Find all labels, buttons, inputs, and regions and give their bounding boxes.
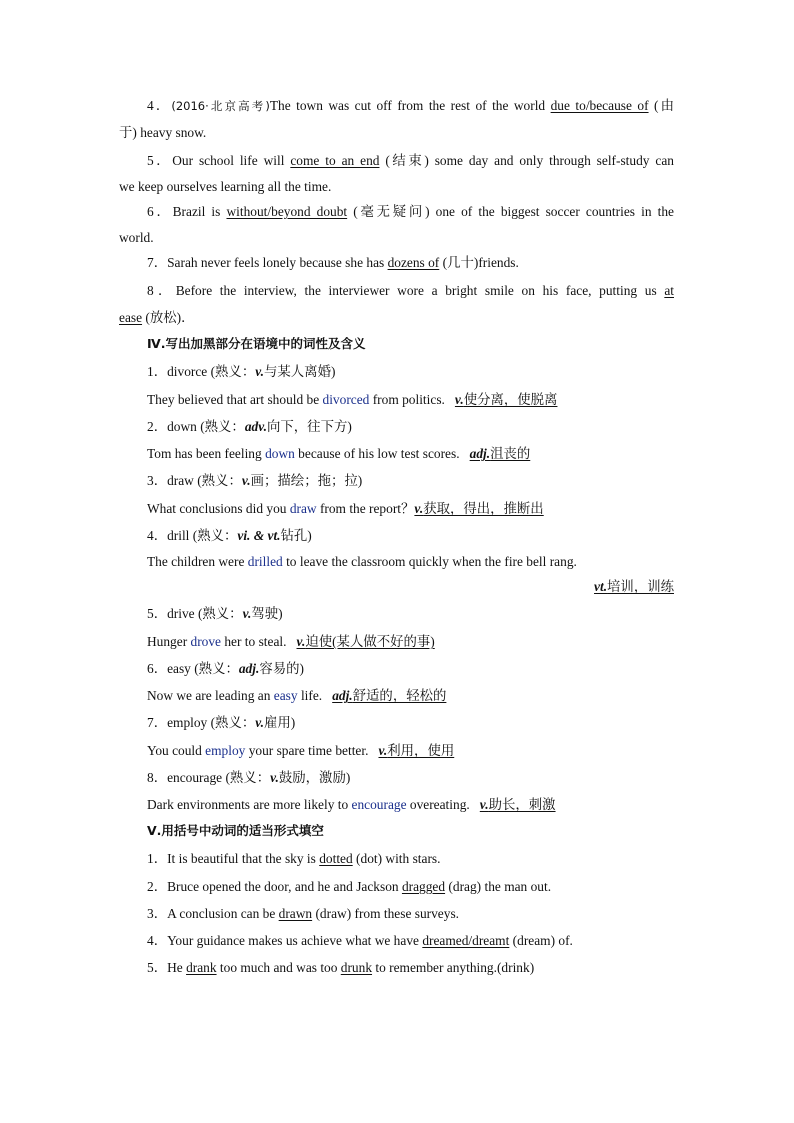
vocab-answer: adj.沮丧的 <box>469 446 531 461</box>
vocab-headword: 2．down (熟义：adv.向下，往下方) <box>147 419 352 434</box>
question-5-line1: 5．Our school life will come to an end (结束) some day and only through self-study can <box>147 153 674 168</box>
question-8-line1: 8．Before the interview, the interviewer wore a bright smile on his face, putting us at <box>147 283 674 298</box>
question-6-line2: world. <box>119 230 154 245</box>
bold-word: employ <box>205 743 246 758</box>
vocab-headword: 7．employ (熟义：v.雇用) <box>147 715 296 730</box>
question-4-line1: 4．(2016·北京高考)The town was cut off from the rest of the world due to/because of (由 <box>147 98 674 113</box>
vocab-answer: v.获取，得出，推断出 <box>414 501 544 516</box>
bold-word: drove <box>190 634 222 649</box>
answer-blank: ease <box>119 310 143 325</box>
answer-blank: drunk <box>340 960 373 975</box>
bold-word: encourage <box>351 797 407 812</box>
fill-item-5: 5．He drank too much and was too drunk to remember anything.(drink) <box>147 960 535 975</box>
vocab-headword: 6．easy (熟义：adj.容易的) <box>147 661 304 676</box>
question-6-line1: 6．Brazil is without/beyond doubt (毫无疑问) one of the biggest soccer countries in the <box>147 204 674 219</box>
section-heading-iv: Ⅳ.写出加黑部分在语境中的词性及含义 <box>147 336 366 351</box>
answer-blank: drawn <box>278 906 313 921</box>
vocab-answer: v.助长，刺激 <box>479 797 556 812</box>
vocab-answer: v.迫使(某人做不好的事) <box>296 634 435 649</box>
fill-item-2: 2．Bruce opened the door, and he and Jackson dragged (drag) the man out. <box>147 879 552 894</box>
section-heading-v: Ⅴ.用括号中动词的适当形式填空 <box>147 823 324 838</box>
answer-blank: dozens of <box>387 255 440 270</box>
vocab-answer: v.利用，使用 <box>378 743 455 758</box>
fill-item-3: 3．A conclusion can be drawn (draw) from these surveys. <box>147 906 460 921</box>
answer-blank: dotted <box>319 851 353 866</box>
vocab-headword: 8．encourage (熟义：v.鼓励，激励) <box>147 770 351 785</box>
fill-item-4: 4．Your guidance makes us achieve what we have dreamed/dreamt (dream) of. <box>147 933 573 948</box>
question-5-line2: we keep ourselves learning all the time. <box>119 179 332 194</box>
vocab-answer: v.使分离，使脱离 <box>454 392 558 407</box>
vocab-sentence: The children were drilled to leave the classroom quickly when the fire bell rang. <box>147 554 577 569</box>
answer-blank: drank <box>186 960 217 975</box>
vocab-sentence: Dark environments are more likely to encourage overeating. v.助长，刺激 <box>147 797 556 812</box>
vocab-answer: adj.舒适的，轻松的 <box>332 688 447 703</box>
vocab-headword: 3．draw (熟义：v.画；描绘；拖；拉) <box>147 473 363 488</box>
vocab-headword: 1．divorce (熟义：v.与某人离婚) <box>147 364 336 379</box>
answer-blank: come to an end <box>290 153 380 168</box>
vocab-sentence: Tom has been feeling down because of his low test scores. adj.沮丧的 <box>147 446 531 461</box>
question-7: 7．Sarah never feels lonely because she has dozens of (几十)friends. <box>147 255 519 270</box>
vocab-headword: 5．drive (熟义：v.驾驶) <box>147 606 283 621</box>
bold-word: easy <box>273 688 298 703</box>
answer-blank: due to/because of <box>550 98 649 113</box>
answer-blank: dreamed/dreamt <box>422 933 510 948</box>
vocab-sentence: You could employ your spare time better. v.利用，使用 <box>147 743 455 758</box>
vocab-headword: 4．drill (熟义：vi. & vt.钻孔) <box>147 528 312 543</box>
answer-blank: at <box>664 283 674 298</box>
vocab-sentence: They believed that art should be divorced from politics. v.使分离，使脱离 <box>147 392 558 407</box>
fill-item-1: 1．It is beautiful that the sky is dotted (dot) with stars. <box>147 851 441 866</box>
bold-word: drilled <box>247 554 283 569</box>
bold-word: down <box>265 446 295 461</box>
vocab-sentence: Hunger drove her to steal. v.迫使(某人做不好的事) <box>147 634 435 649</box>
vocab-answer: vt.培训，训练 <box>594 579 674 594</box>
bold-word: divorced <box>322 392 370 407</box>
question-8-line2: ease (放松)． <box>119 310 195 325</box>
answer-blank: dragged <box>401 879 446 894</box>
vocab-sentence: Now we are leading an easy life. adj.舒适的，轻松的 <box>147 688 447 703</box>
bold-word: draw <box>289 501 317 516</box>
vocab-answer-line <box>147 578 674 596</box>
question-4-line2: 于) heavy snow. <box>119 125 207 140</box>
vocab-sentence: What conclusions did you draw from the report？v.获取，得出，推断出 <box>147 501 544 516</box>
answer-blank: without/beyond doubt <box>226 204 348 219</box>
